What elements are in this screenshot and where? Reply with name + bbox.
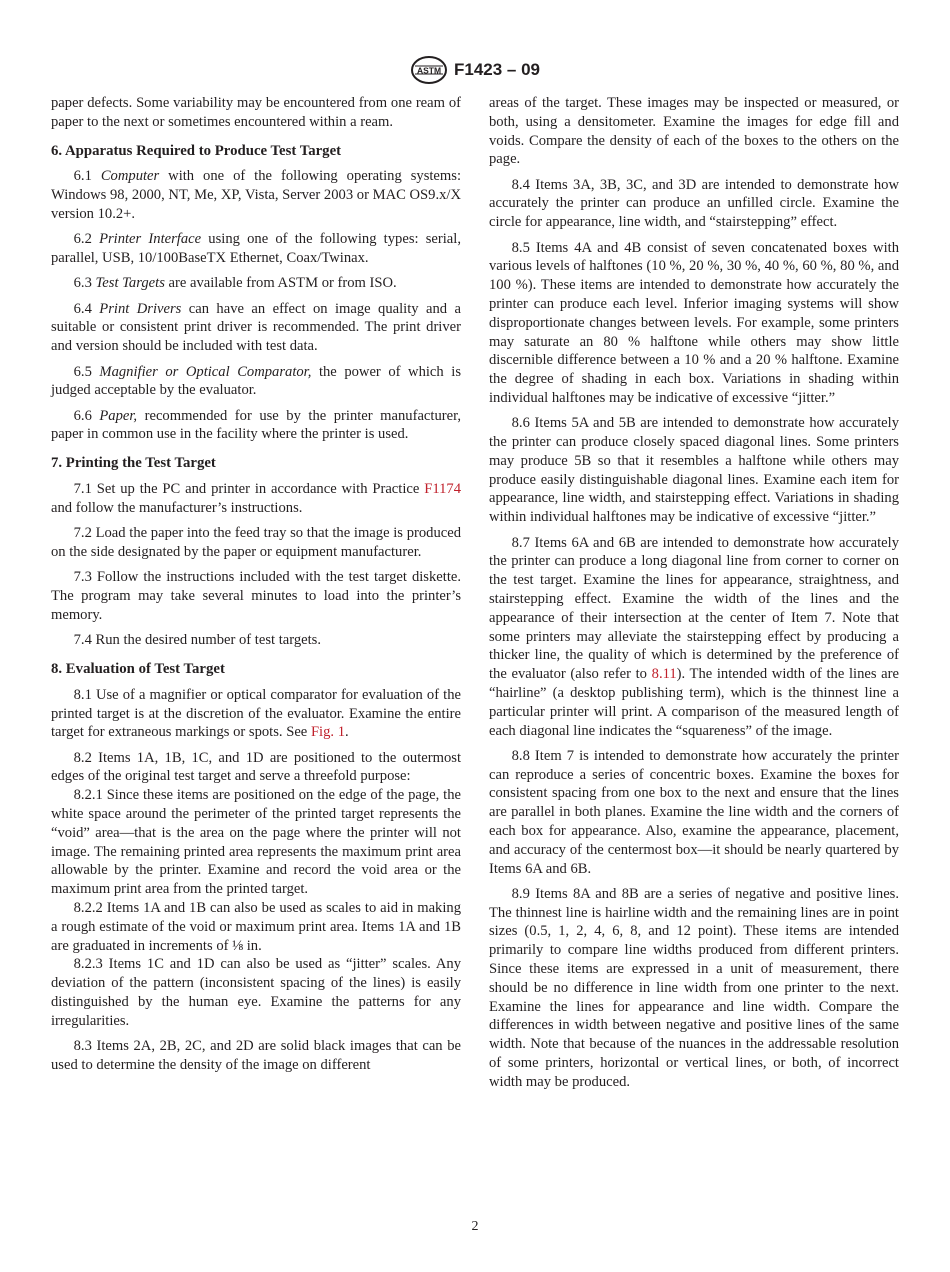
page-number: 2 xyxy=(471,1219,479,1234)
section-heading-7: 7. Printing the Test Target xyxy=(51,455,216,472)
page-header xyxy=(0,55,950,85)
paragraph-8-4: 8.4 Items 3A, 3B, 3C, and 3D are intended to demonstrate how accurately the printer can produce an unfilled circle. Examine the circle for appearance, line width, and “stairstepping” effect. xyxy=(489,176,899,231)
paragraph-8-7: 8.7 Items 6A and 6B are intended to demonstrate how accurately the printer can produce a long diagonal line from corner to corner on the test target. Examine the lines for appearance, straightness, and stairstepping effect. Examine the width of the lines and the appearance of their intersection at the center of Item 7. Note that some printers may alleviate the stairstepping effect by producing a thicker line, the quality of which is determined by the preference of the evaluator (also refer to 8.11). The intended width of the lines are “hairline” (a desktop publishing term), which is the thinnest line a particular printer will print. A comparison of the measured length of each diagonal line indicates the “squareness” of the image. xyxy=(489,534,899,739)
astm-logo-icon xyxy=(410,55,448,85)
paragraph-8-8: 8.8 Item 7 is intended to demonstrate how accurately the printer can reproduce a series of concentric boxes. Examine the boxes for consistent spacing from one box to the next and ensure that the lines are parallel in both planes. Examine the line width and the corners of each box for appearance. Also, examine the appearance, placement, and accuracy of the centermost box—it should be nearly quartered by Items 6A and 6B. xyxy=(489,747,899,877)
paragraph-6-2: 6.2 Printer Interface using one of the following types: serial, parallel, USB, 10/100BaseTX Ethernet, Coax/Twinax. xyxy=(51,231,461,267)
paragraph-7-4: 7.4 Run the desired number of test targets. xyxy=(73,632,321,649)
paragraph-8-2-2: 8.2.2 Items 1A and 1B can also be used as scales to aid in making a rough estimate of the void or maximum print area. Items 1A and 1B are graduated in increments of ⅛ in. xyxy=(51,899,461,954)
paragraph-6-4: 6.4 Print Drivers can have an effect on image quality and a suitable or consistent print driver is recommended. The print driver and version should be included with test data. xyxy=(51,300,461,355)
right-column xyxy=(489,94,899,1098)
paragraph-8-6: 8.6 Items 5A and 5B are intended to demonstrate how accurately the printer can produce closely spaced diagonal lines. Some printers may produce 5B so that it resembles a halftone while others may produce easily distinguishable diagonal lines. Examine each item for appearance, line width, and stairstepping effect. Variations in shading within individual halftones may be indicative of excessive “jitter.” xyxy=(489,415,899,526)
paragraph-8-2-3: 8.2.3 Items 1C and 1D can also be used as “jitter” scales. Any deviation of the pattern (inconsistent spacing of the lines) is easily distinguished by the human eye. Examine the patterns for any irregularities. xyxy=(51,956,461,1029)
paragraph-continued: paper defects. Some variability may be encountered from one ream of paper to the next or sometimes encountered within a ream. xyxy=(51,95,461,130)
logo-text: ASTM xyxy=(416,65,442,76)
paragraph-8-9: 8.9 Items 8A and 8B are a series of negative and positive lines. The thinnest line is hairline width and the remaining lines are in point sizes (0.5, 1, 2, 4, 6, 8, and 12 point). These items are intended primarily to compare line widths produced from different printers. Since these items are expressed in a unit of measurement, there should be no difference in line width from one printer to the next. Examine the lines for appearance and line width. Compare the differences in width between negative and positive lines of the same width. Note that because of the nuances in the addressable resolution of some printers, horizontal or vertical lines, or both, of incorrect width may be produced. xyxy=(489,885,899,1090)
paragraph-7-3: 7.3 Follow the instructions included with the test target diskette. The program may take several minutes to load into the printer’s memory. xyxy=(51,569,461,623)
paragraph-8-1: 8.1 Use of a magnifier or optical comparator for evaluation of the printed target is at the discretion of the evaluator. Examine the entire target for extraneous markings or spots. See Fig. 1. xyxy=(51,686,461,741)
paragraph-6-5: 6.5 Magnifier or Optical Comparator, the power of which is judged acceptable by the evaluator. xyxy=(51,363,461,399)
paragraph-6-1: 6.1 Computer with one of the following operating systems: Windows 98, 2000, NT, Me, XP, Vista, Server 2003 or MAC OS9.x/X version 10.2+. xyxy=(51,168,461,222)
link-fig-1[interactable]: Fig. 1 xyxy=(310,724,345,741)
paragraph-8-2-1: 8.2.1 Since these items are positioned on the edge of the page, the white space around the perimeter of the printed target represents the “void” area—that is the area on the page where the printer will not image. The remaining printed area represents the maximum print area allowable by the printer. Examine and record the void area or the maximum print area from the printed target. xyxy=(51,787,461,898)
paragraph-8-5: 8.5 Items 4A and 4B consist of seven concatenated boxes with various levels of halftones (10 %, 20 %, 30 %, 40 %, 60 %, 80 %, and 100 %). These items are intended to demonstrate how accurately the printer can produce each level. Inferior imaging systems will show disproportionate changes between levels. For example, some printers may saturate an 80 % halftone while others may show little discernible difference between a 10 % and a 20 % halftone. Examine the degree of shading in each box. Variations in shading within individual halftones may be indicative of excessive “jitter.” xyxy=(489,239,899,406)
paragraph-7-1: 7.1 Set up the PC and printer in accordance with Practice F1174 and follow the manufacturer’s instructions. xyxy=(51,481,461,516)
link-8-11[interactable]: 8.11 xyxy=(651,666,677,683)
paragraph-8-3-continued: areas of the target. These images may be inspected or measured, or both, using a densitometer. Examine the images for edge fill and voids. Compare the density of each of the boxes to the others on the page. xyxy=(489,95,899,168)
paragraph-7-2: 7.2 Load the paper into the feed tray so that the image is produced on the side designated by the paper or equipment manufacturer. xyxy=(51,525,461,560)
document-id: F1423 – 09 xyxy=(453,60,540,79)
left-column xyxy=(51,94,461,1081)
section-heading-6: 6. Apparatus Required to Produce Test Target xyxy=(51,142,342,159)
paragraph-8-3: 8.3 Items 2A, 2B, 2C, and 2D are solid black images that can be used to determine the density of the image on different xyxy=(51,1038,461,1073)
paragraph-6-6: 6.6 Paper, recommended for use by the printer manufacturer, paper in common use in the facility where the printer is used. xyxy=(51,407,462,443)
link-f1174[interactable]: F1174 xyxy=(424,481,461,498)
paragraph-8-2: 8.2 Items 1A, 1B, 1C, and 1D are positioned to the outermost edges of the original test target and serve a threefold purpose: xyxy=(51,749,461,785)
section-heading-8: 8. Evaluation of Test Target xyxy=(51,660,225,677)
paragraph-6-3: 6.3 Test Targets are available from ASTM or from ISO. xyxy=(73,275,397,292)
